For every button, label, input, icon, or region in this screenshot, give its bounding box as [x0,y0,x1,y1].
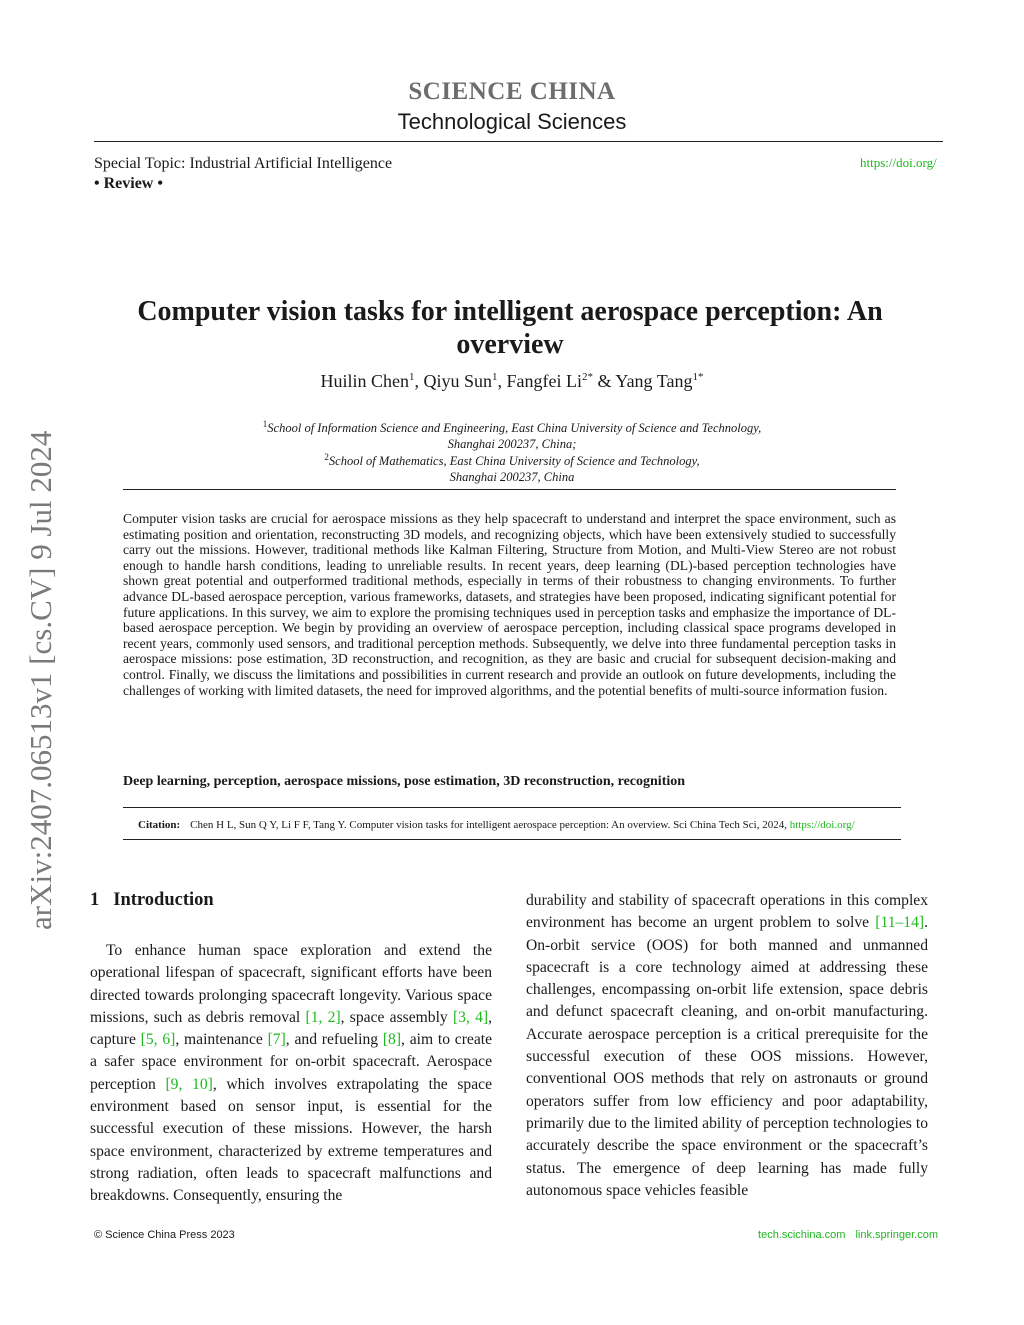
author-affil-mark: 1* [692,371,704,383]
affil-line: School of Information Science and Engineering, East China University of Science and Technology, [267,421,762,436]
author-list [0,371,1024,392]
author: Fangfei Li [506,371,583,391]
author-affil-mark: 2* [582,371,594,383]
citation-ref-link[interactable]: [8] [382,1031,402,1049]
doi-link[interactable]: https://doi.org/ [860,155,937,170]
citation-ref-link[interactable]: [5, 6] [140,1031,176,1049]
author-affil-mark: 1 [492,371,498,383]
affil-mark: 1 [262,419,268,429]
citation-rule-bottom [123,839,901,840]
citation-ref-link[interactable]: [7] [267,1031,286,1049]
body-text: To enhance human space exploration and extend the operational lifespan of spacecraft, significant efforts have been directed towards prolonging spacecraft longevity. Various space missions, such as debris removal [90,942,492,1026]
affil-line: Shanghai 200237, China [449,470,575,485]
copyright: © Science China Press 2023 [94,1229,235,1241]
special-topic: Special Topic: Industrial Artificial Intelligence [94,155,393,172]
article-type: • Review • [94,175,163,192]
body-column-right [526,890,928,1202]
footer-link-scichina[interactable]: tech.scichina.com [758,1229,846,1241]
paper-title: Computer vision tasks for intelligent aerospace perception: An overview [137,296,883,360]
author-separator: , [414,371,424,391]
section-title: Introduction [113,890,214,910]
header-divider [94,141,943,142]
abstract: Computer vision tasks are crucial for aerospace missions as they help spacecraft to understand and interpret the space environment, such as estimating position and orientation, reconstructing 3D models, and recognizing objects, which have been extensively studied to successfully carry out the missions. However, traditional methods like Kalman Filtering, Structure from Motion, and Multi-View Stereo are not robust enough to handle harsh conditions, leading to unreliable results. In recent years, deep learning (DL)-based perception technologies have shown great potential and outperformed traditional methods, especially in terms of their robustness to changing environments. To further advance DL-based aerospace perception, various frameworks, datasets, and strategies have been proposed, indicating significant potential for future applications. In this survey, we aim to explore the promising techniques used in perception tasks and emphasize the importance of DL-based aerospace perception. We begin by providing an overview of aerospace perception, including classical space programs developed in recent years, commonly used sensors, and traditional perception methods. Subsequently, we delve into three fundamental perception tasks in aerospace missions: pose estimation, 3D reconstruction, and recognition, as they are basic and crucial for subsequent decision-making and control. Finally, we discuss the limitations and possibilities in current research and provide an outlook on future developments, including the challenges of working with limited datasets, the need for improved algorithms, and the potential benefits of multi-source information fusion. [123,511,896,698]
body-text: , capture [90,1008,493,1049]
citation-label: Citation: [138,819,181,831]
body-text: durability and stability of spacecraft operations in this complex environment has become an urgent problem to solve [526,892,928,932]
author: Yang Tang [615,371,693,391]
keywords: Deep learning, perception, aerospace missions, pose estimation, 3D reconstruction, recognition [123,774,686,789]
author: Huilin Chen [320,371,410,391]
affiliation-1 [0,416,1024,452]
body-column-left [90,940,492,1208]
author-separator: & [593,371,616,391]
body-text: , aim to create a safer space environment for on-orbit spacecraft. Aerospace perception [90,1031,492,1093]
citation-text: Chen H L, Sun Q Y, Li F F, Tang Y. Computer vision tasks for intelligent aerospace perception: An overview. Sci China Tech Sci, 2024, [190,819,787,831]
arxiv-stamp-text: arXiv:2407.06513v1 [cs.CV] 9 Jul 2024 [23,430,58,930]
affiliation-2 [0,449,1024,485]
body-text: , space assembly [340,1008,453,1026]
citation-box [123,807,901,839]
citation-ref-link[interactable]: [3, 4] [452,1008,489,1026]
citation-rule-top [123,807,901,808]
abstract-divider-top [123,489,896,490]
affil-line: School of Mathematics, East China University of Science and Technology, [328,454,700,469]
body-text: , maintenance [175,1031,268,1049]
citation-ref-link[interactable]: [11–14] [875,914,925,932]
author: Qiyu Sun [423,371,493,391]
citation-ref-link[interactable]: [9, 10] [165,1075,213,1093]
author-separator: , [497,371,507,391]
citation-row [138,819,855,831]
citation-ref-link[interactable]: [1, 2] [305,1008,341,1026]
section-heading [90,890,214,911]
footer-link-springer[interactable]: link.springer.com [855,1229,938,1241]
body-text: . On-orbit service (OOS) for both manned and unmanned spacecraft is a core technology aimed at addressing these challenges, encompassing on-orbit life extension, space debris and defunct spacecraft cleaning, and on-orbit manufacturing. Accurate aerospace perception is a critical prerequisite for the successful execution of these OOS missions. However, conventional OOS methods that rely on astronauts or ground operators suffer from low efficiency and poor adaptability, primarily due to the limited ability of perception technologies to accurately describe the space environment or the spacecraft’s status. The emergence of deep learning has made fully autonomous space vehicles feasible [526,914,928,1199]
footer-links [640,1229,938,1241]
body-text: , and refueling [285,1031,383,1049]
affil-mark: 2 [324,452,329,462]
body-text: , which involves extrapolating the space environment based on sensor input, is essential for the successful execution of these missions. However, the harsh space environment, characterized by extreme temperatures and strong radiation, often leads to spacecraft malfunctions and breakdowns. Consequently, ensuring the [90,1075,492,1205]
citation-doi-link[interactable]: https://doi.org/ [789,819,855,831]
section-number: 1 [90,890,100,910]
author-affil-mark: 1 [409,371,415,383]
journal-subtitle: Technological Sciences [397,109,627,134]
affil-line: Shanghai 200237, China; [447,437,577,452]
journal-name: SCIENCE CHINA [408,78,616,105]
